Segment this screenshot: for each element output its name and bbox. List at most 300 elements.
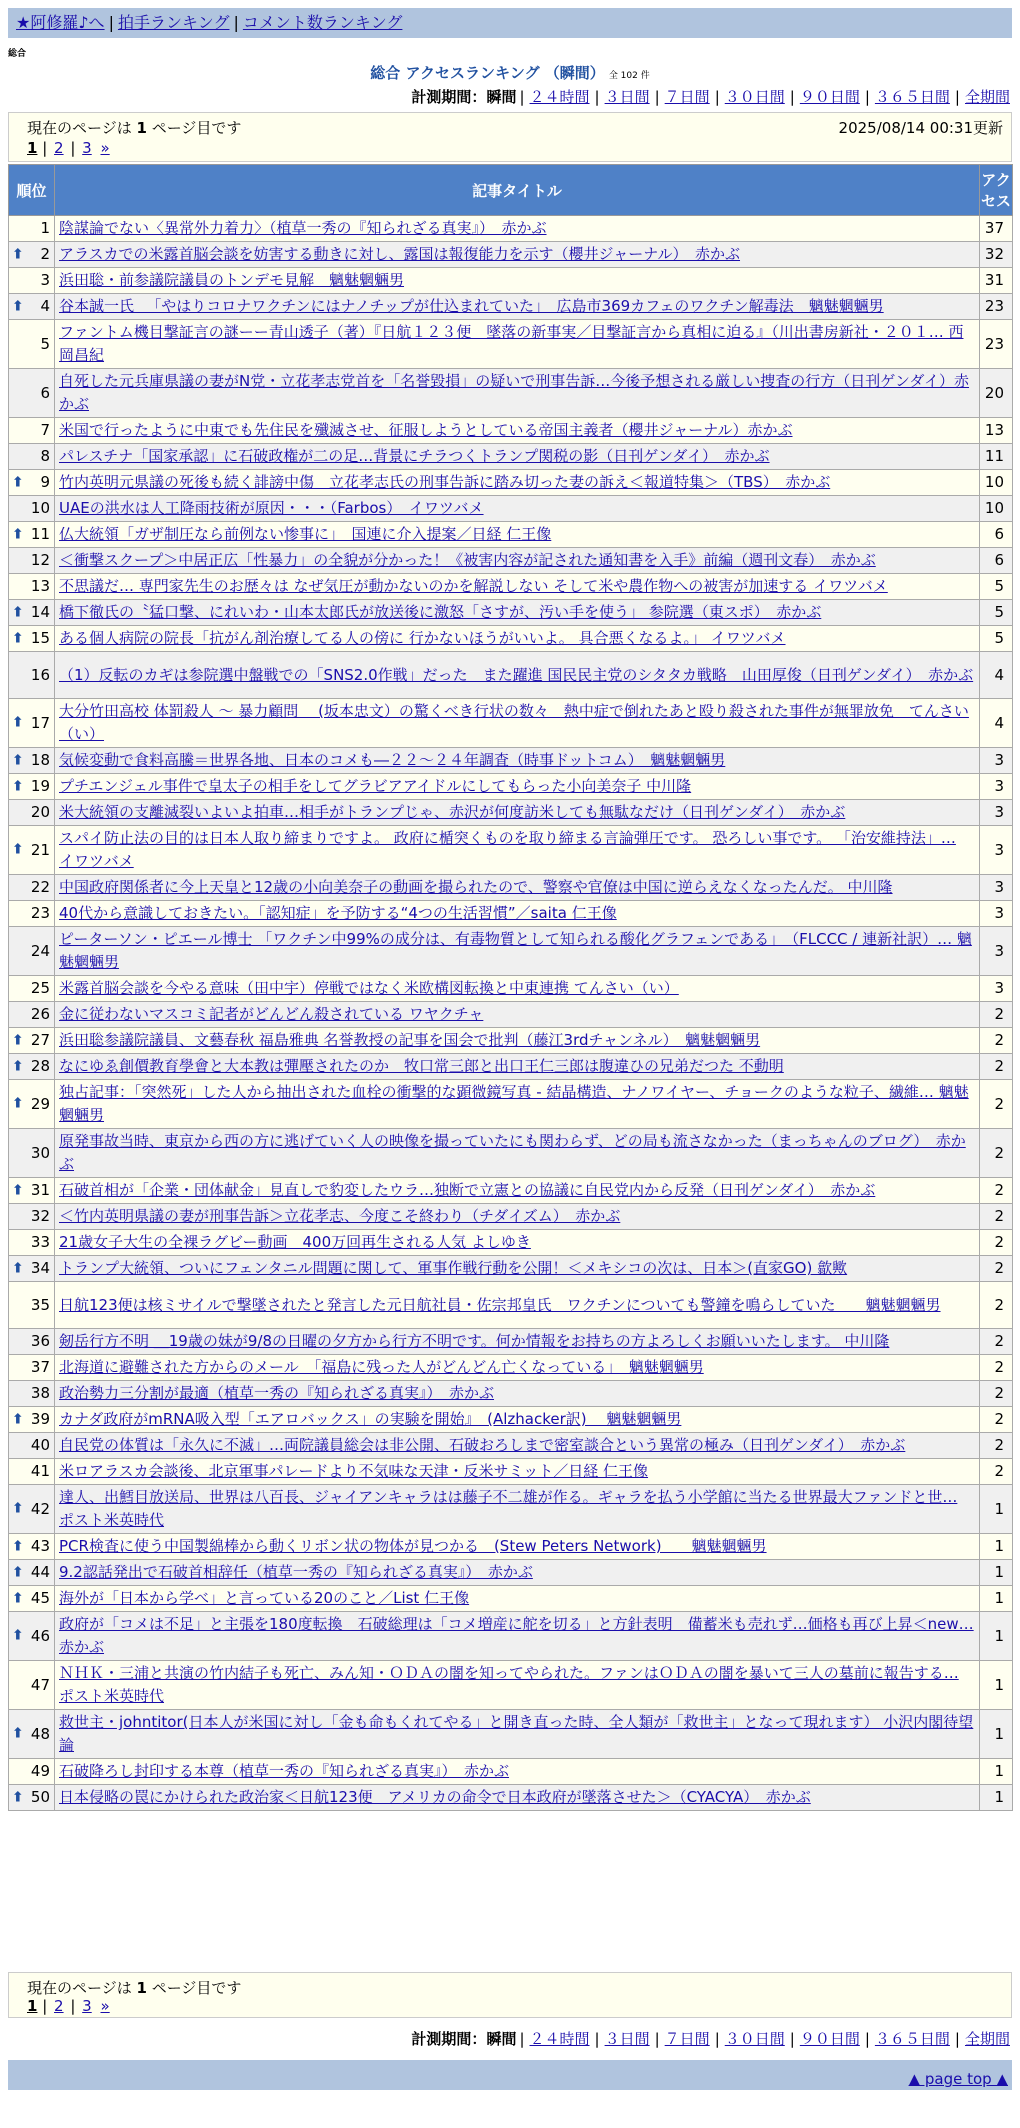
rank-number: 17 bbox=[30, 713, 50, 732]
rank-cell bbox=[9, 699, 55, 748]
rank-cell bbox=[9, 1661, 55, 1710]
rank-cell bbox=[9, 1178, 55, 1204]
article-link[interactable]: 日本侵略の罠にかけられた政治家＜日航123便 アメリカの命令で日本政府が墜落させた＞（CYACYA） 赤かぶ bbox=[59, 1788, 811, 1806]
rank-number: 25 bbox=[30, 979, 50, 997]
table-row bbox=[9, 1028, 1013, 1054]
separator: | bbox=[789, 88, 795, 106]
title-cell bbox=[55, 1204, 980, 1230]
table-row bbox=[9, 1204, 1013, 1230]
rank-cell bbox=[9, 927, 55, 976]
table-row bbox=[9, 1785, 1013, 1811]
title-cell bbox=[55, 294, 980, 320]
title-cell bbox=[55, 574, 980, 600]
separator: | bbox=[519, 2030, 525, 2048]
rank-cell bbox=[9, 574, 55, 600]
next-page-link[interactable]: » bbox=[100, 139, 110, 157]
article-link[interactable]: 橋下徹氏の〝猛口撃、にれいわ・山本太郎氏が放送後に激怒「さすが、汚い手を使う」 参院選（東スポ） 赤かぶ bbox=[59, 603, 822, 621]
page-info-top bbox=[8, 112, 1012, 162]
access-cell: 20 bbox=[980, 369, 1013, 418]
title-cell bbox=[55, 748, 980, 774]
period-link[interactable]: ２４時間 bbox=[529, 88, 590, 106]
rank-number: 40 bbox=[30, 1436, 50, 1454]
period-link[interactable]: ７日間 bbox=[664, 88, 710, 106]
next-page-link[interactable]: » bbox=[100, 1997, 110, 2015]
article-link[interactable]: 9.2認話発出で石破首相辞任（植草一秀の『知られざる真実』） 赤かぶ bbox=[59, 1563, 533, 1581]
table-row bbox=[9, 1355, 1013, 1381]
rank-number: 4 bbox=[40, 297, 50, 315]
rank-number: 34 bbox=[30, 1259, 50, 1277]
title-cell bbox=[55, 1661, 980, 1710]
article-link[interactable]: 陰謀論でない〈異常外力着力〉（植草一秀の『知られざる真実』） 赤かぶ bbox=[59, 219, 547, 237]
up-arrow-icon: ⬆ bbox=[12, 1260, 24, 1276]
pagination-top bbox=[9, 139, 1011, 161]
rank-number: 50 bbox=[30, 1788, 50, 1806]
spacer bbox=[94, 139, 99, 157]
article-link[interactable]: ピーターソン・ピエール博士 「ワクチン中99%の成分は、有毒物質として知られる酸化グラフェンである」 （FLCCC / 連新社訳）… 魑魅魍魎男 bbox=[59, 930, 972, 971]
table-row bbox=[9, 626, 1013, 652]
access-cell: 5 bbox=[980, 574, 1013, 600]
article-link[interactable]: トランプ大統領、ついにフェンタニル問題に関して、軍事作戦行動を公開！＜メキシコの次は、日本＞(直家GO) 歙歟 bbox=[59, 1259, 848, 1277]
rank-number: 10 bbox=[30, 499, 50, 517]
rank-number: 1 bbox=[40, 219, 50, 237]
title-cell bbox=[55, 1329, 980, 1355]
article-link[interactable]: スパイ防止法の目的は日本人取り締まりですよ。 政府に楯突くものを取り締まる言論弾圧です。 恐ろしい事です。 「治安維持法」… イワツバメ bbox=[59, 829, 956, 870]
article-link[interactable]: 40代から意識しておきたい。「認知症」を予防する“4つの生活習慣”／saita 仁王像 bbox=[59, 904, 617, 922]
access-cell: 1 bbox=[980, 1612, 1013, 1661]
table-row bbox=[9, 875, 1013, 901]
rank-number: 43 bbox=[30, 1537, 50, 1555]
up-arrow-icon: ⬆ bbox=[12, 841, 24, 858]
access-cell: 10 bbox=[980, 496, 1013, 522]
access-cell: 2 bbox=[980, 1129, 1013, 1178]
rank-number: 46 bbox=[30, 1626, 50, 1645]
access-cell: 4 bbox=[980, 652, 1013, 699]
access-cell: 3 bbox=[980, 901, 1013, 927]
rank-cell bbox=[9, 1612, 55, 1661]
period-link[interactable]: ３日間 bbox=[604, 88, 650, 106]
up-arrow-icon: ⬆ bbox=[12, 1032, 24, 1048]
period-current: 瞬間 bbox=[486, 2030, 517, 2048]
rank-number: 14 bbox=[30, 603, 50, 621]
access-cell: 1 bbox=[980, 1759, 1013, 1785]
up-arrow-icon: ⬆ bbox=[12, 1725, 24, 1742]
article-link[interactable]: 大分竹田高校 体罰殺人 ～ 暴力顧問 (坂本忠文）の驚くべき行状の数々 熱中症で倒れたあと殴り殺された事件が無罪放免 てんさい（い） bbox=[59, 702, 969, 743]
rank-cell bbox=[9, 1230, 55, 1256]
page-title-text: 総合 アクセスランキング （瞬間） bbox=[370, 64, 605, 82]
title-cell bbox=[55, 1759, 980, 1785]
breadcrumb: 総合 bbox=[8, 49, 27, 59]
rank-cell bbox=[9, 1381, 55, 1407]
article-link[interactable]: 海外が「日本から学べ」と言っている20のこと／List 仁王像 bbox=[59, 1589, 470, 1607]
period-link[interactable]: ９０日間 bbox=[799, 88, 860, 106]
rank-cell bbox=[9, 418, 55, 444]
applause-ranking-link[interactable]: 拍手ランキング bbox=[117, 13, 230, 32]
rank-header: 順位 bbox=[9, 165, 55, 216]
table-row bbox=[9, 600, 1013, 626]
rank-number: 28 bbox=[30, 1057, 50, 1075]
access-cell: 37 bbox=[980, 216, 1013, 242]
rank-cell bbox=[9, 800, 55, 826]
rank-number: 37 bbox=[30, 1358, 50, 1376]
rank-number: 18 bbox=[30, 751, 50, 769]
title-cell bbox=[55, 1785, 980, 1811]
current-page: 1 bbox=[27, 139, 38, 157]
page-status-number: 1 bbox=[136, 1979, 147, 1997]
page-status-number: 1 bbox=[136, 119, 147, 137]
rank-cell bbox=[9, 1433, 55, 1459]
separator: | bbox=[65, 139, 81, 157]
access-cell: 1 bbox=[980, 1785, 1013, 1811]
article-link[interactable]: 政府が「コメは不足」と主張を180度転換 石破総理は「コメ増産に舵を切る」と方針表明 備蓄米も売れず…価格も再び上昇＜new… 赤かぶ bbox=[59, 1615, 974, 1656]
spacer bbox=[94, 1997, 99, 2015]
up-arrow-icon: ⬆ bbox=[12, 526, 24, 542]
rank-cell bbox=[9, 548, 55, 574]
access-cell: 2 bbox=[980, 1230, 1013, 1256]
access-cell: 1 bbox=[980, 1710, 1013, 1759]
article-link[interactable]: 浜田聡・前参議院議員のトンデモ見解 魑魅魍魎男 bbox=[59, 271, 405, 289]
rank-cell bbox=[9, 1204, 55, 1230]
page-status-prefix: 現在のページは bbox=[27, 1979, 132, 1997]
title-cell bbox=[55, 927, 980, 976]
rank-number: 30 bbox=[30, 1143, 50, 1162]
rank-cell bbox=[9, 976, 55, 1002]
rank-cell bbox=[9, 1355, 55, 1381]
table-row bbox=[9, 1459, 1013, 1485]
rank-cell bbox=[9, 1129, 55, 1178]
up-arrow-icon: ⬆ bbox=[12, 474, 24, 490]
access-cell: 23 bbox=[980, 294, 1013, 320]
access-cell: 2 bbox=[980, 1459, 1013, 1485]
rank-cell bbox=[9, 774, 55, 800]
rank-number: 23 bbox=[30, 904, 50, 922]
separator: | bbox=[65, 1997, 81, 2015]
separator: | bbox=[954, 88, 960, 106]
title-cell bbox=[55, 1230, 980, 1256]
period-link[interactable]: ７日間 bbox=[664, 2030, 710, 2048]
rank-cell bbox=[9, 901, 55, 927]
rank-number: 48 bbox=[30, 1724, 50, 1743]
up-arrow-icon: ⬆ bbox=[12, 246, 24, 262]
table-row bbox=[9, 826, 1013, 875]
rank-cell bbox=[9, 216, 55, 242]
article-link[interactable]: 仏大統領「ガザ制圧なら前例ない惨事に」 国連に介入提案／日経 仁王像 bbox=[59, 525, 552, 543]
title-cell bbox=[55, 976, 980, 1002]
page-top-link[interactable]: ▲ page top ▲ bbox=[908, 2070, 1008, 2088]
rank-number: 9 bbox=[40, 473, 50, 491]
article-link[interactable]: 自死した元兵庫県議の妻がN党・立花孝志党首を「名誉毀損」の疑いで刑事告訴…今後予想される厳しい捜査の行方（日刊ゲンダイ）赤かぶ bbox=[59, 372, 970, 413]
rank-number: 42 bbox=[30, 1499, 50, 1518]
article-link[interactable]: 浜田聡参議院議員、文藝春秋 福島雅典 名誉教授の記事を国会で批判（藤江3rdチャンネル） 魑魅魍魎男 bbox=[59, 1031, 761, 1049]
title-cell bbox=[55, 268, 980, 294]
article-link[interactable]: 政治勢力三分割が最適（植草一秀の『知られざる真実』） 赤かぶ bbox=[59, 1384, 495, 1402]
comment-ranking-link[interactable]: コメント数ランキング bbox=[242, 13, 403, 32]
separator: | bbox=[789, 2030, 795, 2048]
rank-number: 27 bbox=[30, 1031, 50, 1049]
table-row bbox=[9, 522, 1013, 548]
page-status-suffix: ページ目です bbox=[151, 1979, 242, 1997]
article-link[interactable]: UAEの洪水は人工降雨技術が原因・・・（Farbos） イワツバメ bbox=[59, 499, 484, 517]
rank-number: 15 bbox=[30, 629, 50, 647]
rank-cell bbox=[9, 652, 55, 699]
up-arrow-icon: ⬆ bbox=[12, 1182, 24, 1198]
article-link[interactable]: 中国政府関係者に今上天皇と12歳の小向美奈子の動画を撮られたので、警察や官僚は中国に逆らえなくなったんだ。 中川隆 bbox=[59, 878, 893, 896]
title-cell bbox=[55, 1355, 980, 1381]
article-link[interactable]: 達人、出鱈目放送局、世界は八百長、ジャイアンキャラはは藤子不二雄が作る。ギャラを払う小学館に当たる世界最大ファンドと世… ポスト米英時代 bbox=[59, 1488, 958, 1529]
access-cell: 1 bbox=[980, 1560, 1013, 1586]
table-row bbox=[9, 774, 1013, 800]
article-link[interactable]: 米大統領の支離滅裂いよいよ拍車…相手がトランプじゃ、赤沢が何度訪米しても無駄なだけ（日刊ゲンダイ） 赤かぶ bbox=[59, 803, 846, 821]
table-row bbox=[9, 242, 1013, 268]
table-row bbox=[9, 1560, 1013, 1586]
rank-number: 36 bbox=[30, 1332, 50, 1350]
table-row bbox=[9, 1661, 1013, 1710]
rank-cell bbox=[9, 444, 55, 470]
rank-number: 12 bbox=[30, 551, 50, 569]
article-link[interactable]: 救世主・johntitor(日本人が米国に対し「金も命もくれてやる」と開き直った時、全人類が「救世主」となって現れます） 小沢内閣待望論 bbox=[59, 1713, 974, 1754]
article-link[interactable]: ファントム機目撃証言の謎ーー青山透子（著）『日航１２３便 墜落の新事実／目撃証言から真相に迫る』（川出書房新社・２０１… 西岡昌紀 bbox=[59, 323, 964, 364]
table-row bbox=[9, 470, 1013, 496]
home-link[interactable]: ★阿修羅♪へ bbox=[16, 13, 105, 32]
table-row bbox=[9, 496, 1013, 522]
period-current: 瞬間 bbox=[486, 88, 517, 106]
article-link[interactable]: パレスチナ「国家承認」に石破政権が二の足…背景にチラつくトランプ関税の影（日刊ゲンダイ） 赤かぶ bbox=[59, 447, 770, 465]
title-cell bbox=[55, 699, 980, 748]
title-cell bbox=[55, 1534, 980, 1560]
rank-cell bbox=[9, 1485, 55, 1534]
table-row bbox=[9, 800, 1013, 826]
rank-cell bbox=[9, 875, 55, 901]
table-row bbox=[9, 976, 1013, 1002]
separator: | bbox=[654, 2030, 660, 2048]
article-link[interactable]: プチエンジェル事件で皇太子の相手をしてグラビアアイドルにしてもらった小向美奈子 中川隆 bbox=[59, 777, 692, 795]
rank-cell bbox=[9, 470, 55, 496]
access-cell: 2 bbox=[980, 1028, 1013, 1054]
separator: | bbox=[864, 2030, 870, 2048]
up-arrow-icon: ⬆ bbox=[12, 714, 24, 731]
rank-number: 31 bbox=[30, 1181, 50, 1199]
article-link[interactable]: ある個人病院の院長「抗がん剤治療してる人の傍に 行かないほうがいいよ。 具合悪くなるよ。」 イワツバメ bbox=[59, 629, 786, 647]
title-cell bbox=[55, 901, 980, 927]
access-cell: 4 bbox=[980, 699, 1013, 748]
article-link[interactable]: 不思議だ… 専門家先生のお歴々は なぜ気圧が動かないのかを解説しない そして米や農作物への被害が加速する イワツバメ bbox=[59, 577, 888, 595]
rank-number: 29 bbox=[30, 1094, 50, 1113]
access-cell: 1 bbox=[980, 1586, 1013, 1612]
table-row bbox=[9, 748, 1013, 774]
table-header bbox=[9, 165, 1013, 216]
rank-number: 21 bbox=[30, 840, 50, 859]
title-cell bbox=[55, 1710, 980, 1759]
period-link[interactable]: 全期間 bbox=[964, 88, 1010, 106]
article-link[interactable]: 石破降ろし封印する本尊（植草一秀の『知られざる真実』） 赤かぶ bbox=[59, 1762, 510, 1780]
up-arrow-icon: ⬆ bbox=[12, 1627, 24, 1644]
article-link[interactable]: ＜衝撃スクープ＞中居正広「性暴力」の全貌が分かった！《被害内容が記された通知書を入手》前編（週刊文春） 赤かぶ bbox=[59, 551, 876, 569]
separator: | bbox=[864, 88, 870, 106]
page-link[interactable]: 3 bbox=[82, 139, 92, 157]
article-link[interactable]: 谷本誠一氏 「やはりコロナワクチンにはナノチップが仕込まれていた」 広島市369カフェのワクチン解毒法 魑魅魍魎男 bbox=[59, 297, 884, 315]
access-cell: 1 bbox=[980, 1485, 1013, 1534]
article-link[interactable]: 自民党の体質は「永久に不滅」…両院議員総会は非公開、石破おろしまで密室談合という異常の極み（日刊ゲンダイ） 赤かぶ bbox=[59, 1436, 906, 1454]
rank-cell bbox=[9, 1054, 55, 1080]
article-link[interactable]: 独占記事：「突然死」した人から抽出された血栓の衝撃的な顕微鏡写真 - 結晶構造、ナノワイヤー、チョークのような粒子、繊維… 魑魅魍魎男 bbox=[59, 1083, 969, 1124]
table-row bbox=[9, 1612, 1013, 1661]
article-link[interactable]: 剱岳行方不明 ＿19歳の妹が9/8の日曜の夕方から行方不明です。何か情報をお持ちの方よろしくお願いいたします。 中川隆 bbox=[59, 1332, 890, 1350]
up-arrow-icon: ⬆ bbox=[12, 604, 24, 620]
table-row bbox=[9, 444, 1013, 470]
rank-number: 33 bbox=[30, 1233, 50, 1251]
access-cell: 2 bbox=[980, 1433, 1013, 1459]
separator: | bbox=[954, 2030, 960, 2048]
access-cell: 5 bbox=[980, 626, 1013, 652]
title-cell bbox=[55, 800, 980, 826]
title-cell bbox=[55, 826, 980, 875]
table-row bbox=[9, 1586, 1013, 1612]
access-cell: 5 bbox=[980, 600, 1013, 626]
ranking-table bbox=[8, 164, 1013, 1811]
title-cell bbox=[55, 369, 980, 418]
table-row bbox=[9, 1534, 1013, 1560]
access-cell: 2 bbox=[980, 1282, 1013, 1329]
rank-cell bbox=[9, 1560, 55, 1586]
article-link[interactable]: 米ロアラスカ会談後、北京軍事パレードより不気味な天津・反米サミット／日経 仁王像 bbox=[59, 1462, 649, 1480]
table-row bbox=[9, 574, 1013, 600]
period-selector-top bbox=[411, 86, 1012, 107]
access-cell: 1 bbox=[980, 1661, 1013, 1710]
article-link[interactable]: （1）反転のカギは参院選中盤戦での「SNS2.0作戦」だった また躍進 国民民主党のシタタカ戦略 山田厚俊（日刊ゲンダイ） 赤かぶ bbox=[59, 665, 974, 684]
rank-number: 47 bbox=[30, 1675, 50, 1694]
up-arrow-icon: ⬆ bbox=[12, 1095, 24, 1112]
current-page: 1 bbox=[27, 1997, 38, 2015]
article-link[interactable]: ＮＨＫ・三浦と共演の竹内結子も死亡、みん知・ＯＤＡの闇を知ってやられた。ファンはＯＤＡの闇を暴いて三人の墓前に報告する… ポスト米英時代 bbox=[59, 1664, 959, 1705]
rank-number: 16 bbox=[30, 665, 50, 684]
rank-number: 2 bbox=[40, 245, 50, 263]
table-row bbox=[9, 1433, 1013, 1459]
title-cell bbox=[55, 652, 980, 699]
page-info-bottom bbox=[8, 1972, 1012, 2018]
separator: | bbox=[594, 88, 600, 106]
separator: | bbox=[714, 2030, 720, 2048]
rank-cell bbox=[9, 1080, 55, 1129]
rank-number: 13 bbox=[30, 577, 50, 595]
up-arrow-icon: ⬆ bbox=[12, 298, 24, 314]
rank-number: 38 bbox=[30, 1384, 50, 1402]
period-link[interactable]: 全期間 bbox=[964, 2030, 1010, 2048]
article-link[interactable]: PCR検査に使う中国製綿棒から動くリボン状の物体が見つかる (Stew Peters Network) 魑魅魍魎男 bbox=[59, 1537, 767, 1555]
item-count: 全 102 件 bbox=[608, 71, 650, 81]
page-link[interactable]: 2 bbox=[54, 1997, 64, 2015]
article-link[interactable]: アラスカでの米露首脳会談を妨害する動きに対し、露国は報復能力を示す（櫻井ジャーナル） 赤かぶ bbox=[59, 245, 741, 263]
page-link[interactable]: 3 bbox=[82, 1997, 92, 2015]
article-link[interactable]: ＜竹内英明県議の妻が刑事告訴＞立花孝志、今度こそ終わり（チダイズム） 赤かぶ bbox=[59, 1207, 621, 1225]
rank-cell bbox=[9, 268, 55, 294]
period-link[interactable]: ２４時間 bbox=[529, 2030, 590, 2048]
article-link[interactable]: 金に従わないマスコミ記者がどんどん殺されている ワヤクチャ bbox=[59, 1005, 484, 1023]
period-link[interactable]: ３６５日間 bbox=[874, 2030, 950, 2048]
table-row bbox=[9, 1282, 1013, 1329]
article-link[interactable]: 気候変動で食料高騰＝世界各地、日本のコメも―２２～２４年調査（時事ドットコム） 魑魅魍魎男 bbox=[59, 751, 726, 769]
access-cell: 2 bbox=[980, 1204, 1013, 1230]
access-cell: 11 bbox=[980, 444, 1013, 470]
table-row bbox=[9, 320, 1013, 369]
access-cell: 6 bbox=[980, 522, 1013, 548]
table-row bbox=[9, 1002, 1013, 1028]
access-cell: 2 bbox=[980, 1407, 1013, 1433]
rank-number: 11 bbox=[30, 525, 50, 543]
title-cell bbox=[55, 1433, 980, 1459]
period-link[interactable]: ３日間 bbox=[604, 2030, 650, 2048]
article-link[interactable]: 北海道に避難された方からのメール 「福島に残った人がどんどん亡くなっている」 魑魅魍魎男 bbox=[59, 1358, 704, 1376]
rank-cell bbox=[9, 1586, 55, 1612]
article-link[interactable]: 米露首脳会談を今やる意味（田中宇）停戦ではなく米欧構図転換と中東連携 てんさい（い） bbox=[59, 979, 679, 997]
article-link[interactable]: 21歳女子大生の全裸ラグビー動画 400万回再生される人気 よしゆき bbox=[59, 1233, 531, 1251]
rank-cell bbox=[9, 626, 55, 652]
access-cell: 2 bbox=[980, 1080, 1013, 1129]
table-row bbox=[9, 1230, 1013, 1256]
separator: | bbox=[594, 2030, 600, 2048]
article-link[interactable]: なにゆゑ創價教育學會と大本教は彈壓されたのか 牧口常三郎と出口王仁三郎は腹違ひの兄弟だつた 不動明 bbox=[59, 1057, 784, 1075]
page-link[interactable]: 2 bbox=[54, 139, 64, 157]
period-link[interactable]: ３０日間 bbox=[724, 88, 785, 106]
title-cell bbox=[55, 1129, 980, 1178]
up-arrow-icon: ⬆ bbox=[12, 1500, 24, 1517]
up-arrow-icon: ⬆ bbox=[12, 1411, 24, 1427]
access-cell: 1 bbox=[980, 1534, 1013, 1560]
article-link[interactable]: 米国で行ったように中東でも先住民を殲滅させ、征服しようとしている帝国主義者（櫻井ジャーナル）赤かぶ bbox=[59, 421, 793, 439]
article-link[interactable]: 日航123便は核ミサイルで撃墜されたと発言した元日航社員・佐宗邦皇氏 ワクチンについても警鐘を鳴らしていた 魑魅魍魎男 bbox=[59, 1295, 941, 1314]
up-arrow-icon: ⬆ bbox=[12, 1789, 24, 1805]
period-link[interactable]: ３６５日間 bbox=[874, 88, 950, 106]
separator: | bbox=[37, 139, 53, 157]
access-cell: 13 bbox=[980, 418, 1013, 444]
access-cell: 2 bbox=[980, 1178, 1013, 1204]
title-cell bbox=[55, 242, 980, 268]
title-cell bbox=[55, 1178, 980, 1204]
article-link[interactable]: 原発事故当時、東京から西の方に逃げていく人の映像を撮っていたにも関わらず、どの局も流さなかった（まっちゃんのブログ） 赤かぶ bbox=[59, 1132, 966, 1173]
period-selector-bottom bbox=[411, 2028, 1012, 2049]
title-cell bbox=[55, 522, 980, 548]
rank-number: 39 bbox=[30, 1410, 50, 1428]
rank-cell bbox=[9, 1759, 55, 1785]
table-row bbox=[9, 1178, 1013, 1204]
title-cell bbox=[55, 1028, 980, 1054]
rank-cell bbox=[9, 320, 55, 369]
title-cell bbox=[55, 320, 980, 369]
title-cell bbox=[55, 548, 980, 574]
table-row bbox=[9, 1129, 1013, 1178]
table-row bbox=[9, 652, 1013, 699]
article-link[interactable]: 石破首相が「企業・団体献金」見直しで豹変したウラ…独断で立憲との協議に自民党内から反発（日刊ゲンダイ） 赤かぶ bbox=[59, 1181, 876, 1199]
title-cell bbox=[55, 600, 980, 626]
title-cell bbox=[55, 1459, 980, 1485]
table-row bbox=[9, 1407, 1013, 1433]
up-arrow-icon: ⬆ bbox=[12, 1590, 24, 1606]
title-cell bbox=[55, 875, 980, 901]
title-header: 記事タイトル bbox=[55, 165, 980, 216]
period-link[interactable]: ３０日間 bbox=[724, 2030, 785, 2048]
article-link[interactable]: 竹内英明元県議の死後も続く誹謗中傷 立花孝志氏の刑事告訴に踏み切った妻の訴え＜報道特集＞（TBS） 赤かぶ bbox=[59, 473, 831, 491]
up-arrow-icon: ⬆ bbox=[12, 778, 24, 794]
title-cell bbox=[55, 470, 980, 496]
access-cell: 32 bbox=[980, 242, 1013, 268]
article-link[interactable]: カナダ政府がmRNA吸入型「エアロバックス」の実験を開始』 (Alzhacker訳) 魑魅魍魎男 bbox=[59, 1410, 682, 1428]
table-row bbox=[9, 268, 1013, 294]
access-cell: 3 bbox=[980, 927, 1013, 976]
title-cell bbox=[55, 1002, 980, 1028]
period-link[interactable]: ９０日間 bbox=[799, 2030, 860, 2048]
rank-cell bbox=[9, 1459, 55, 1485]
up-arrow-icon: ⬆ bbox=[12, 1564, 24, 1580]
page-status-prefix: 現在のページは bbox=[27, 119, 132, 137]
table-row bbox=[9, 927, 1013, 976]
